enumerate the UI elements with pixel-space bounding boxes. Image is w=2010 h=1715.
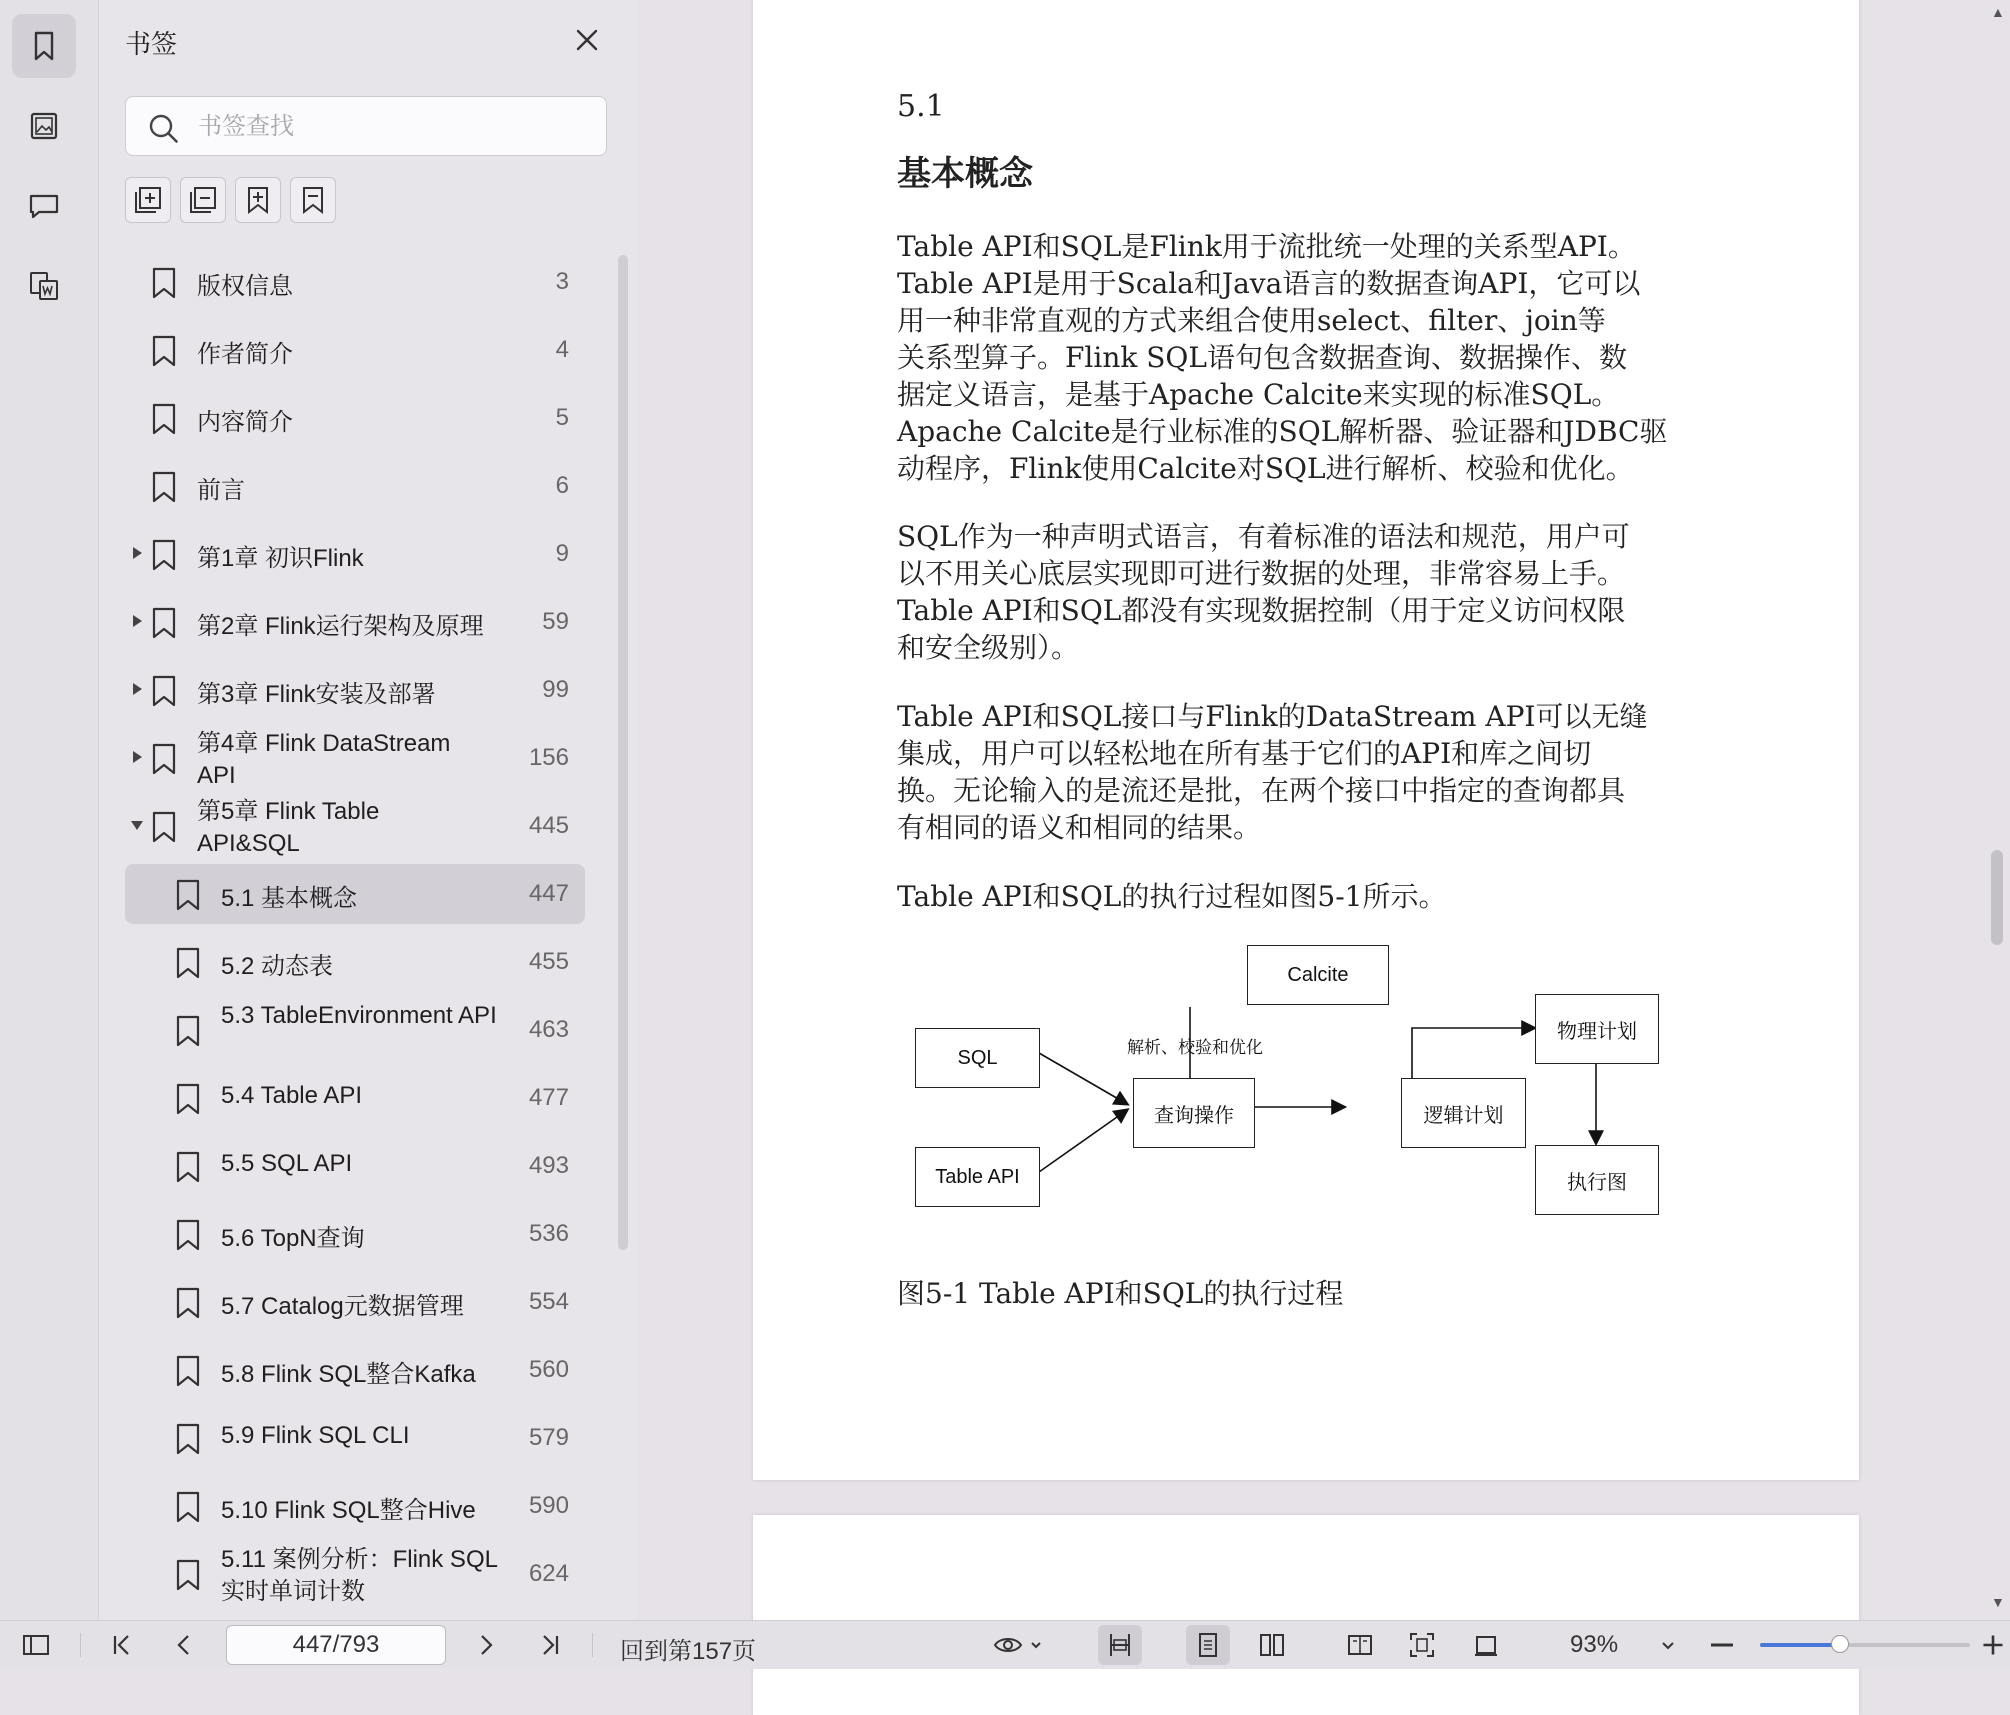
bookmark-page-number: 536 <box>528 1220 569 1247</box>
bookmark-item[interactable] <box>125 932 585 992</box>
fit-width-button[interactable] <box>1098 1625 1142 1665</box>
bookmark-item[interactable] <box>125 1204 585 1264</box>
caret-right-icon[interactable] <box>130 750 144 764</box>
bookmark-icon <box>173 1558 203 1592</box>
single-page-icon <box>1193 1630 1223 1660</box>
toggle-sidebar-button[interactable] <box>20 1629 52 1661</box>
book-mode-icon <box>1345 1630 1375 1660</box>
bookmark-label: 第5章 Flink Table API&SQL <box>197 798 380 857</box>
paragraph-line: 以不用关心底层实现即可进行数据的处理，非常容易上手。 <box>897 557 1626 590</box>
zoom-slider[interactable] <box>1760 1643 1970 1647</box>
expand-all-button[interactable] <box>125 177 171 223</box>
bookmark-item[interactable] <box>125 320 585 380</box>
eye-icon <box>992 1630 1046 1660</box>
bookmark-icon <box>149 674 179 708</box>
bookmark-label: 5.4 Table API <box>221 1082 362 1109</box>
bookmark-label: 5.2 动态表 <box>221 953 334 980</box>
paragraph-line: 和安全级别）。 <box>897 631 1080 664</box>
previous-page-button[interactable] <box>168 1629 200 1661</box>
bookmark-item[interactable] <box>125 252 585 312</box>
caret-right-icon[interactable] <box>130 546 144 560</box>
bookmark-page-number: 447 <box>528 880 569 907</box>
bookmark-icon <box>173 878 203 912</box>
bookmark-page-number: 5 <box>555 404 569 431</box>
figure-caption: 图5-1 Table API和SQL的执行过程 <box>897 1277 1344 1310</box>
rotate-icon <box>1471 1630 1501 1660</box>
bookmark-page-number: 554 <box>528 1288 569 1315</box>
bookmark-item[interactable] <box>125 864 585 924</box>
last-page-icon <box>535 1630 565 1660</box>
fit-page-button[interactable] <box>1406 1629 1438 1661</box>
bookmark-label: 5.10 Flink SQL整合Hive <box>221 1497 476 1524</box>
bookmark-page-number: 3 <box>555 268 569 295</box>
zoom-level[interactable]: 93% <box>1570 1631 1619 1658</box>
bookmark-label: 第4章 Flink DataStream API <box>197 730 451 789</box>
bookmark-list-scrollbar[interactable] <box>618 255 628 1250</box>
document-view[interactable] <box>637 0 2010 1620</box>
bookmark-item[interactable] <box>125 1068 585 1128</box>
bookmark-item[interactable] <box>125 524 585 584</box>
two-page-button[interactable] <box>1256 1629 1288 1661</box>
bookmark-item[interactable] <box>125 1272 585 1332</box>
view-mode-button[interactable] <box>992 1629 1046 1661</box>
bottom-status-bar <box>0 1620 2010 1669</box>
bookmark-page-number: 477 <box>528 1084 569 1111</box>
fit-width-icon <box>1105 1630 1135 1660</box>
book-mode-button[interactable] <box>1344 1629 1376 1661</box>
paragraph-line: 用一种非常直观的方式来组合使用select、filter、join等 <box>897 304 1606 337</box>
bookmark-icon <box>149 742 179 776</box>
bookmark-item[interactable] <box>125 728 585 788</box>
bookmark-icon <box>149 538 179 572</box>
paragraph-line: 动程序，Flink使用Calcite对SQL进行解析、校验和优化。 <box>897 452 1634 485</box>
bookmark-label: 作者简介 <box>197 341 293 368</box>
execution-graph-box: 执行图 <box>1535 1145 1659 1215</box>
scroll-down-icon[interactable]: ▼ <box>1991 1594 2005 1610</box>
document-scrollbar[interactable] <box>1985 0 2009 1620</box>
document-page <box>753 0 1859 1480</box>
paragraph-line: Table API和SQL是Flink用于流批统一处理的关系型API。 <box>897 230 1636 263</box>
zoom-out-button[interactable] <box>1706 1629 1738 1661</box>
panel-title: 书签 <box>125 29 178 59</box>
bookmark-icon <box>149 266 179 300</box>
logical-plan-box: 逻辑计划 <box>1401 1078 1526 1148</box>
bookmark-search-input[interactable] <box>196 107 590 147</box>
paragraph <box>897 518 1717 666</box>
bookmark-icon <box>149 334 179 368</box>
separator <box>592 1633 593 1657</box>
table-api-box: Table API <box>915 1147 1040 1207</box>
chevron-right-icon <box>471 1630 501 1660</box>
paragraph-line: 有相同的语义和相同的结果。 <box>897 811 1262 844</box>
paragraph-line: 关系型算子。Flink SQL语句包含数据查询、数据操作、数 <box>897 341 1627 374</box>
bookmark-icon <box>149 470 179 504</box>
bookmark-page-number: 493 <box>528 1152 569 1179</box>
sidebar-toggle-icon <box>21 1630 51 1660</box>
bookmark-panel-button[interactable] <box>12 14 76 78</box>
bookmark-page-number: 624 <box>528 1560 569 1587</box>
physical-plan-box: 物理计划 <box>1535 994 1659 1064</box>
collapse-all-icon <box>187 184 219 216</box>
page-number-input[interactable] <box>226 1625 446 1665</box>
caret-right-icon[interactable] <box>130 682 144 696</box>
page-convert-icon <box>27 269 61 303</box>
bookmark-icon <box>173 1490 203 1524</box>
bookmark-page-number: 156 <box>528 744 569 771</box>
next-page-button[interactable] <box>470 1629 502 1661</box>
comment-icon <box>27 189 61 223</box>
expand-all-icon <box>132 184 164 216</box>
caret-right-icon[interactable] <box>130 614 144 628</box>
bookmark-icon <box>149 402 179 436</box>
zoom-slider-fill <box>1760 1643 1840 1647</box>
paragraph-line: 据定义语言，是基于Apache Calcite来实现的标准SQL。 <box>897 378 1620 411</box>
paragraph-line: Table API和SQL都没有实现数据控制（用于定义访问权限 <box>897 594 1626 627</box>
bookmark-page-number: 560 <box>528 1356 569 1383</box>
paragraph-line: 换。无论输入的是流还是批，在两个接口中指定的查询都具 <box>897 774 1626 807</box>
scroll-up-icon[interactable]: ▲ <box>1991 4 2005 20</box>
separator <box>80 1633 81 1657</box>
paragraph <box>897 698 1717 846</box>
plus-icon <box>1980 1630 2006 1660</box>
bookmark-item[interactable] <box>125 1408 585 1468</box>
bookmark-item[interactable] <box>125 388 585 448</box>
bookmark-panel <box>99 0 637 1620</box>
paragraph-line: 集成，用户可以轻松地在所有基于它们的API和库之间切 <box>897 737 1592 770</box>
collapse-all-button[interactable] <box>180 177 226 223</box>
sql-box: SQL <box>915 1028 1040 1088</box>
bookmark-label: 版权信息 <box>197 273 293 300</box>
rotate-button[interactable] <box>1470 1629 1502 1661</box>
minus-icon <box>1707 1630 1737 1660</box>
bookmark-outline-icon <box>297 184 329 216</box>
bookmark-label: 第1章 初识Flink <box>197 545 364 572</box>
paragraph <box>897 228 1717 487</box>
convert-panel-button[interactable] <box>12 254 76 318</box>
add-bookmark-button[interactable] <box>235 177 281 223</box>
zoom-dropdown-button[interactable] <box>1652 1629 1684 1661</box>
chevron-left-icon <box>169 1630 199 1660</box>
bookmark-item[interactable] <box>125 1136 585 1196</box>
paragraph-line: SQL作为一种声明式语言，有着标准的语法和规范，用户可 <box>897 520 1630 553</box>
bookmark-label: 5.1 基本概念 <box>221 885 358 912</box>
bookmark-page-number: 590 <box>528 1492 569 1519</box>
caret-down-icon[interactable] <box>130 818 144 832</box>
bookmark-label: 内容简介 <box>197 409 293 436</box>
bookmark-item[interactable] <box>125 796 585 856</box>
bookmark-item[interactable] <box>125 592 585 652</box>
bookmark-item[interactable] <box>125 1544 585 1604</box>
section-number: 5.1 <box>897 89 945 124</box>
bookmark-page-number: 59 <box>542 608 569 635</box>
close-icon[interactable] <box>571 24 603 56</box>
paragraph-line: Table API和SQL接口与Flink的DataStream API可以无缝 <box>897 700 1648 733</box>
bookmark-label: 第3章 Flink安装及部署 <box>197 681 436 708</box>
bookmark-icon <box>173 1218 203 1252</box>
bookmark-page-number: 579 <box>528 1424 569 1451</box>
bookmark-label: 5.7 Catalog元数据管理 <box>221 1293 464 1320</box>
bookmark-icon <box>173 1422 203 1456</box>
calcite-box: Calcite <box>1247 945 1389 1005</box>
bookmark-label: 5.8 Flink SQL整合Kafka <box>221 1361 476 1388</box>
paragraph-line: Table API是用于Scala和Java语言的数据查询API，它可以 <box>897 267 1641 300</box>
bookmark-page-number: 4 <box>555 336 569 363</box>
bookmark-item[interactable] <box>125 456 585 516</box>
bookmark-item[interactable] <box>125 1000 585 1060</box>
bookmark-page-number: 445 <box>528 812 569 839</box>
bookmark-icon <box>173 1286 203 1320</box>
paragraph-line: Apache Calcite是行业标准的SQL解析器、验证器和JDBC驱 <box>897 415 1668 448</box>
fit-page-icon <box>1407 1630 1437 1660</box>
bookmark-icon <box>173 946 203 980</box>
bookmark-label: 5.3 TableEnvironment API <box>221 1002 497 1029</box>
bookmark-page-number: 99 <box>542 676 569 703</box>
bookmark-item[interactable] <box>125 1476 585 1536</box>
bookmark-page-number: 9 <box>555 540 569 567</box>
comment-panel-button[interactable] <box>12 174 76 238</box>
chevron-down-icon <box>1653 1630 1683 1660</box>
section-title: 基本概念 <box>897 154 1033 194</box>
bookmark-icon <box>173 1014 203 1048</box>
document-scrollbar-thumb[interactable] <box>1991 850 2003 945</box>
bookmark-outline-button[interactable] <box>290 177 336 223</box>
last-page-button[interactable] <box>534 1629 566 1661</box>
left-icon-rail <box>0 0 99 1620</box>
two-page-icon <box>1257 1630 1287 1660</box>
bookmark-label: 5.9 Flink SQL CLI <box>221 1422 410 1449</box>
next-document-page <box>753 1515 1859 1715</box>
bookmark-icon <box>173 1354 203 1388</box>
paragraph-line: Table API和SQL的执行过程如图5-1所示。 <box>897 880 1447 913</box>
bookmark-icon <box>173 1082 203 1116</box>
bookmark-label: 5.5 SQL API <box>221 1150 353 1177</box>
add-bookmark-icon <box>242 184 274 216</box>
bookmark-label: 前言 <box>197 477 245 504</box>
thumbnail-panel-button[interactable] <box>12 94 76 158</box>
first-page-icon <box>107 1630 137 1660</box>
image-icon <box>27 109 61 143</box>
bookmark-search-box[interactable] <box>125 96 607 156</box>
bookmark-page-number: 6 <box>555 472 569 499</box>
query-operation-box: 查询操作 <box>1133 1078 1255 1148</box>
zoom-in-button[interactable] <box>1980 1629 2006 1661</box>
bookmark-page-number: 463 <box>528 1016 569 1043</box>
bookmark-label: 5.11 案例分析：Flink SQL实时单词计数 <box>221 1546 498 1605</box>
bookmark-icon <box>173 1150 203 1184</box>
bookmark-label: 5.6 TopN查询 <box>221 1225 365 1252</box>
first-page-button[interactable] <box>106 1629 138 1661</box>
bookmark-label: 第2章 Flink运行架构及原理 <box>197 613 484 640</box>
single-page-button[interactable] <box>1186 1625 1230 1665</box>
search-icon <box>146 111 180 145</box>
diagram-annotation: 解析、校验和优化 <box>1127 1038 1263 1057</box>
execution-flow-diagram <box>897 940 1717 1240</box>
bookmark-icon <box>27 29 61 63</box>
paragraph <box>897 878 1717 915</box>
back-to-page-link[interactable]: 回到第157页 <box>620 1638 757 1665</box>
bookmark-page-number: 455 <box>528 948 569 975</box>
bookmark-item[interactable] <box>125 1340 585 1400</box>
zoom-slider-handle[interactable] <box>1831 1635 1849 1653</box>
bookmark-item[interactable] <box>125 660 585 720</box>
bookmark-icon <box>149 606 179 640</box>
bookmark-icon <box>149 810 179 844</box>
